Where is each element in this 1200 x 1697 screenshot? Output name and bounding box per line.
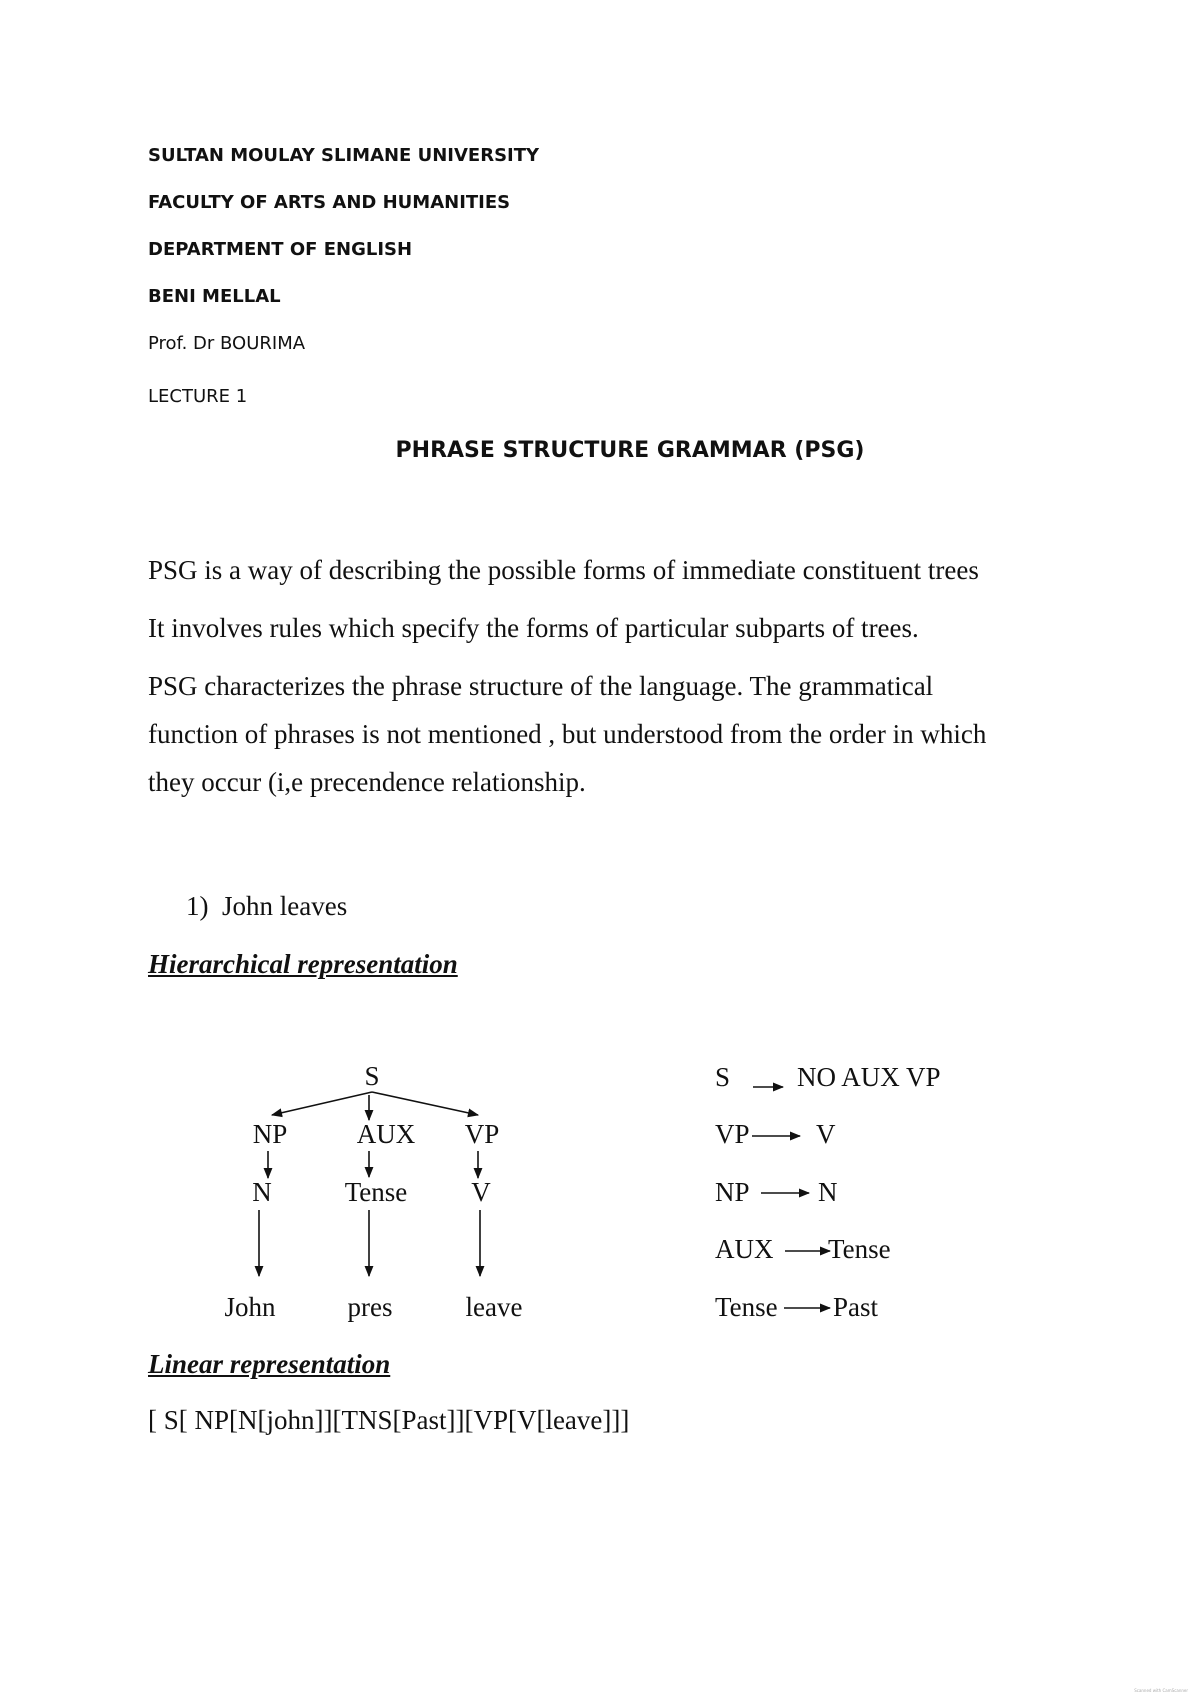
- rule-2-lhs: VP: [715, 1119, 750, 1149]
- department-name: DEPARTMENT OF ENGLISH: [148, 239, 413, 260]
- example-item: [186, 891, 347, 922]
- example-number: 1): [186, 891, 209, 921]
- tree-node-vp: VP: [464, 1119, 500, 1149]
- rule-4-lhs: AUX: [715, 1234, 774, 1264]
- rule-1-rhs: NO AUX VP: [797, 1062, 941, 1092]
- faculty-name: FACULTY OF ARTS AND HUMANITIES: [148, 192, 511, 213]
- tree-root-s: S: [364, 1061, 380, 1091]
- tree-node-aux: AUX: [356, 1119, 416, 1149]
- rule-5-rhs: Past: [833, 1292, 879, 1322]
- tree-node-tense: Tense: [344, 1177, 408, 1207]
- hierarchical-heading: Hierarchical representation: [148, 949, 458, 979]
- rule-1-lhs: S: [715, 1062, 731, 1092]
- tree-node-n: N: [252, 1177, 272, 1207]
- paragraph-1: PSG is a way of describing the possible forms of immediate constituent trees: [148, 555, 979, 585]
- professor-name: Prof. Dr BOURIMA: [148, 333, 306, 354]
- tree-leaf-john: John: [224, 1292, 276, 1322]
- paragraph-3-line-1: PSG characterizes the phrase structure of the language. The grammatical: [148, 671, 934, 701]
- rule-2-rhs: V: [816, 1119, 836, 1149]
- syntax-tree-diagram: [0, 1050, 1200, 1330]
- page-title: PHRASE STRUCTURE GRAMMAR (PSG): [395, 438, 865, 463]
- tree-leaf-pres: pres: [347, 1292, 393, 1322]
- rule-4-rhs: Tense: [828, 1234, 891, 1264]
- tree-leaf-leave: leave: [465, 1292, 523, 1322]
- linear-heading: Linear representation: [148, 1349, 391, 1379]
- tree-node-v: V: [471, 1177, 491, 1207]
- paragraph-3-line-3: they occur (i,e precendence relationship.: [148, 767, 586, 797]
- paragraph-2: It involves rules which specify the forms of particular subparts of trees.: [148, 613, 919, 643]
- example-sentence: John leaves: [222, 891, 348, 921]
- paragraph-3-line-2: function of phrases is not mentioned , but understood from the order in which: [148, 719, 987, 749]
- scanner-watermark: Scanned with CamScanner: [1134, 1688, 1188, 1693]
- rule-5-lhs: Tense: [715, 1292, 778, 1322]
- rule-3-lhs: NP: [715, 1177, 750, 1207]
- linear-representation: [ S[ NP[N[john]][TNS[Past]][VP[V[leave]]]: [148, 1405, 630, 1435]
- city-name: BENI MELLAL: [148, 286, 281, 307]
- lecture-label: LECTURE 1: [148, 386, 248, 407]
- rule-3-rhs: N: [818, 1177, 838, 1207]
- university-name: SULTAN MOULAY SLIMANE UNIVERSITY: [148, 145, 540, 166]
- tree-node-np: NP: [252, 1119, 288, 1149]
